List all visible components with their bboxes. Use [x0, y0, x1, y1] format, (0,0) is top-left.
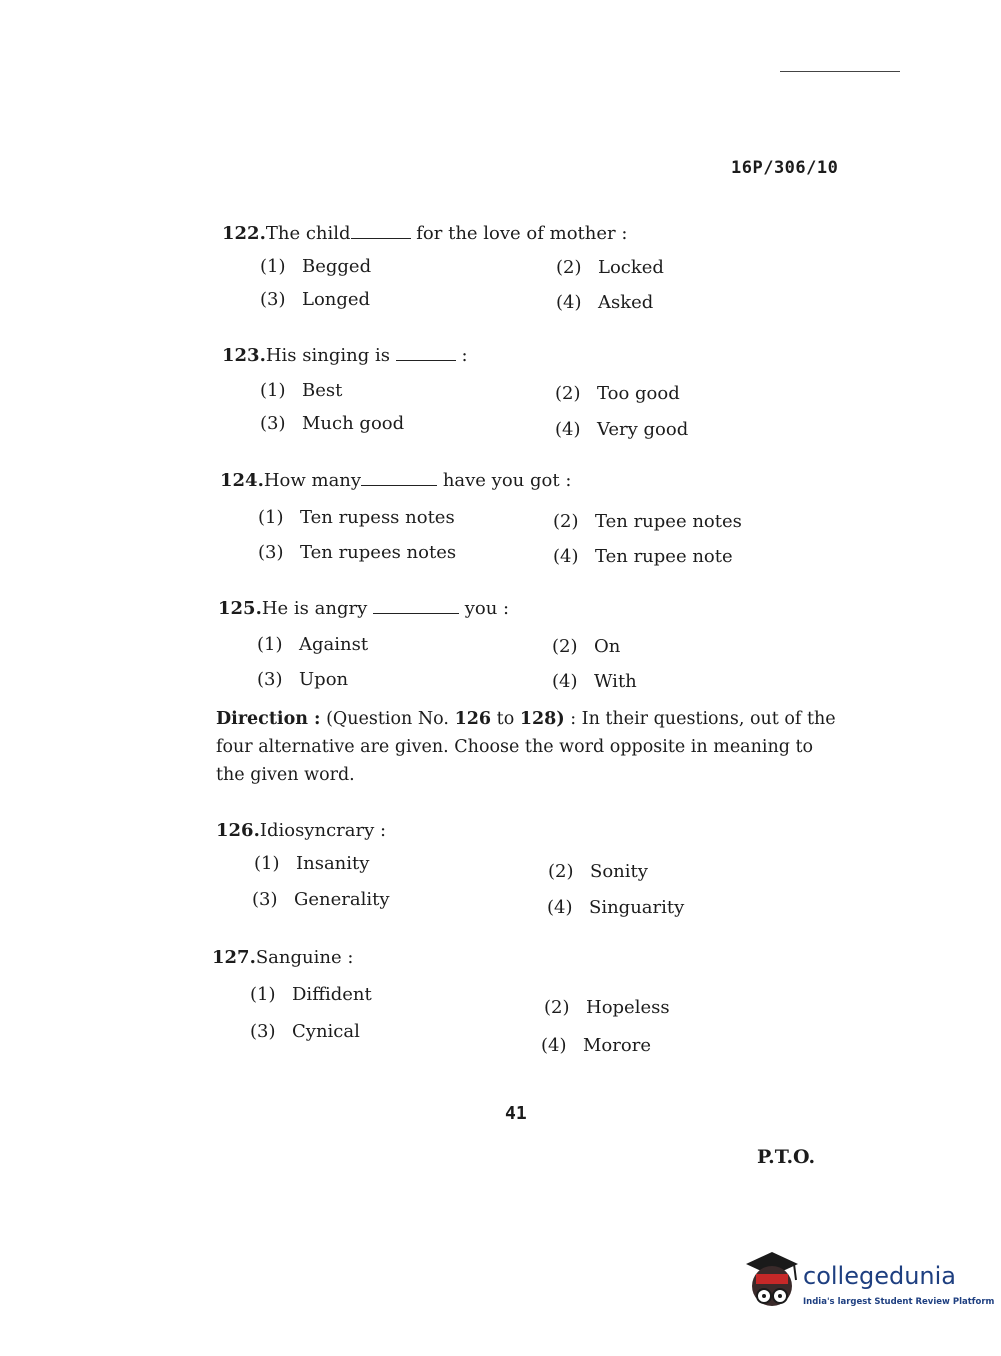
question-stem-after: have you got : [442, 470, 572, 491]
option-number: (1) [260, 380, 286, 401]
option-number: (3) [260, 289, 286, 310]
direction-paragraph [216, 705, 841, 789]
brand-name: collegedunia [803, 1262, 957, 1290]
direction-range-open: (Question No. [326, 709, 449, 729]
option-124-1[interactable] [258, 507, 455, 528]
option-text: Longed [302, 289, 371, 310]
option-text: Upon [299, 669, 349, 690]
question-stem-before: How many [263, 470, 362, 491]
option-number: (3) [250, 1021, 276, 1042]
question-number: 122. [222, 223, 266, 244]
option-number: (1) [260, 256, 286, 277]
brand-tagline: India's largest Student Review Platform [803, 1297, 995, 1307]
answer-blank [396, 346, 456, 361]
option-text: Singuarity [589, 897, 685, 918]
option-text: Ten rupees notes [300, 542, 457, 563]
option-number: (2) [555, 383, 581, 404]
option-126-1[interactable] [254, 853, 369, 874]
option-124-4[interactable] [553, 546, 733, 567]
question-stem-after: for the love of mother : [416, 223, 628, 244]
option-127-3[interactable] [250, 1021, 360, 1042]
option-127-4[interactable] [541, 1035, 651, 1056]
question-127 [212, 947, 353, 968]
option-text: Ten rupee notes [595, 511, 742, 532]
option-127-2[interactable] [544, 997, 670, 1018]
direction-label: Direction : [216, 709, 321, 729]
question-stem-before: His singing is [265, 345, 390, 366]
option-number: (2) [544, 997, 570, 1018]
option-text: Begged [302, 256, 372, 277]
direction-text: : In their questions, out of the four alternative are given. Choose the word opposite in meaning to the given word. [216, 709, 836, 785]
option-text: With [594, 671, 637, 692]
option-text: Morore [583, 1035, 651, 1056]
option-text: Hopeless [586, 997, 670, 1018]
option-text: Ten rupess notes [300, 507, 455, 528]
question-122 [222, 223, 627, 244]
direction-range-to-word: to [496, 709, 515, 729]
direction-range-to: 128) [519, 709, 565, 729]
question-number: 124. [220, 470, 264, 491]
option-text: Best [302, 380, 343, 401]
direction-range-from: 126 [454, 709, 492, 729]
option-number: (1) [254, 853, 280, 874]
question-123 [222, 345, 468, 366]
option-125-1[interactable] [257, 634, 368, 655]
option-number: (4) [547, 897, 573, 918]
option-126-4[interactable] [547, 897, 684, 918]
option-126-3[interactable] [252, 889, 390, 910]
option-number: (1) [250, 984, 276, 1005]
option-number: (4) [541, 1035, 567, 1056]
option-123-3[interactable] [260, 413, 404, 434]
option-127-1[interactable] [250, 984, 372, 1005]
question-number: 125. [218, 598, 262, 619]
option-number: (2) [552, 636, 578, 657]
option-number: (4) [553, 546, 579, 567]
option-125-3[interactable] [257, 669, 348, 690]
option-text: Ten rupee note [595, 546, 733, 567]
option-text: Too good [597, 383, 680, 404]
paper-code: 16P/306/10 [731, 158, 839, 178]
option-number: (2) [553, 511, 579, 532]
option-text: Diffident [292, 984, 372, 1005]
option-text: Much good [302, 413, 405, 434]
option-text: Against [299, 634, 369, 655]
question-stem-after: you : [464, 598, 510, 619]
option-number: (3) [252, 889, 278, 910]
answer-blank [373, 599, 459, 614]
option-122-4[interactable] [556, 292, 653, 313]
option-number: (2) [548, 861, 574, 882]
option-124-3[interactable] [258, 542, 456, 563]
answer-blank [361, 471, 437, 486]
option-text: Very good [597, 419, 689, 440]
option-text: Asked [598, 292, 654, 313]
option-text: Generality [294, 889, 390, 910]
option-text: Cynical [292, 1021, 360, 1042]
option-text: Insanity [296, 853, 370, 874]
option-122-3[interactable] [260, 289, 370, 310]
option-123-1[interactable] [260, 380, 342, 401]
option-125-4[interactable] [552, 671, 637, 692]
question-number: 127. [212, 947, 256, 968]
option-126-2[interactable] [548, 861, 648, 882]
question-number: 126. [216, 820, 260, 841]
question-stem-before: The child [265, 223, 351, 244]
option-122-1[interactable] [260, 256, 371, 277]
option-number: (1) [258, 507, 284, 528]
page-number: 41 [505, 1103, 527, 1124]
option-number: (3) [260, 413, 286, 434]
option-number: (1) [257, 634, 283, 655]
pto-note: P.T.O. [757, 1146, 816, 1168]
option-123-4[interactable] [555, 419, 688, 440]
option-number: (3) [258, 542, 284, 563]
option-123-2[interactable] [555, 383, 680, 404]
option-number: (4) [556, 292, 582, 313]
option-122-2[interactable] [556, 257, 664, 278]
top-rule [780, 71, 900, 72]
question-word: Sanguine : [255, 947, 354, 968]
mascot-icon [742, 1250, 802, 1320]
option-124-2[interactable] [553, 511, 742, 532]
option-text: Sonity [590, 861, 648, 882]
option-text: On [594, 636, 621, 657]
option-number: (3) [257, 669, 283, 690]
question-126 [216, 820, 386, 841]
question-125 [218, 598, 509, 619]
question-124 [220, 470, 571, 491]
option-number: (2) [556, 257, 582, 278]
answer-blank [351, 224, 411, 239]
option-number: (4) [552, 671, 578, 692]
question-word: Idiosyncrary : [259, 820, 387, 841]
option-125-2[interactable] [552, 636, 620, 657]
question-stem-after: : [461, 345, 468, 366]
option-text: Locked [598, 257, 664, 278]
option-number: (4) [555, 419, 581, 440]
question-number: 123. [222, 345, 266, 366]
question-stem-before: He is angry [261, 598, 368, 619]
